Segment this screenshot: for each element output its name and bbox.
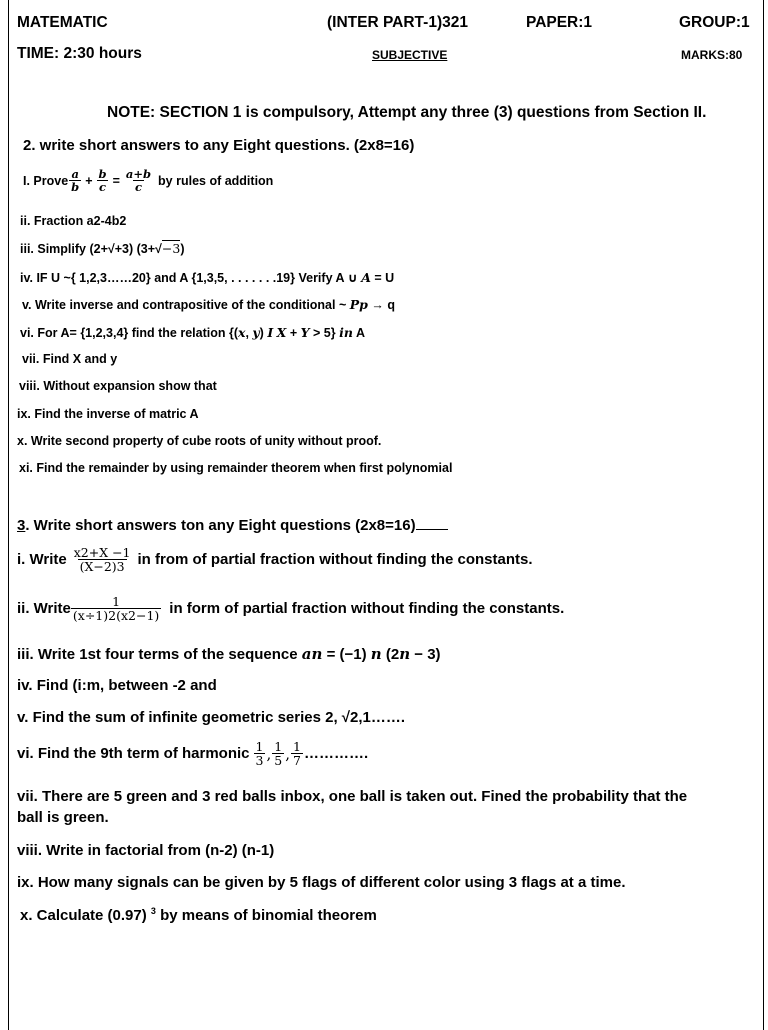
q3-item-v: v. Find the sum of infinite geometric series 2, √2,1……. (17, 709, 406, 726)
q3-item-vi: vi. Find the 9th term of harmonic $\frac{1}{3}$ , $\frac{1}{5}$ , $\frac{1}{7}$ …………. (17, 739, 369, 769)
time-label: TIME: 2:30 hours (17, 45, 142, 62)
fraction-one-third: $\frac{1}{3}$ (255, 739, 264, 769)
q2-item-iv: iv. IF U ~{ 1,2,3……20} and A {1,3,5, . . . . . . .19} Verify A ∪ A = U (20, 270, 395, 285)
answer-blank (416, 528, 448, 530)
subjective-label: SUBJECTIVE (372, 48, 448, 62)
q2-item-x: x. Write second property of cube roots of unity without proof. (17, 434, 382, 448)
q2-item-i: I. Prove $\frac{a}{b}$ + $\frac{b}{c}$ = $\frac{a+b}{c}$ by rules of addition (23, 167, 274, 195)
paper-label: PAPER:1 (526, 14, 593, 31)
q3-item-iii: iii. Write 1st four terms of the sequence an = (−1) n (2n − 3) (17, 645, 441, 663)
q3-item-viii: viii. Write in factorial from (n-2) (n-1) (17, 842, 275, 859)
q2-item-ix: ix. Find the inverse of matric A (17, 407, 199, 421)
q3-item-iv: iv. Find (i:m, between -2 and (17, 677, 217, 694)
q3-item-i: i. Write $\frac{x2+X -1}{(X-2)3}$ in from of partial fraction without finding the constants. (17, 545, 533, 575)
q3-item-vii-line1: vii. There are 5 green and 3 red balls inbox, one ball is taken out. Fined the probability that the (17, 788, 688, 805)
group-label: GROUP:1 (679, 14, 750, 31)
q2-item-vi: vi. For A= {1,2,3,4} find the relation {(x, y) I X + Y > 5} in A (20, 325, 365, 340)
fraction-partial-i: $\frac{x2+X -1}{(X-2)3}$ (73, 545, 131, 575)
fraction-a-plus-b-over-c: $\frac{a+b}{c}$ (125, 167, 152, 195)
instructions-note: NOTE: SECTION 1 is compulsory, Attempt any three (3) questions from Section II. (107, 104, 707, 121)
q3-item-vii-line2: ball is green. (17, 809, 109, 826)
fraction-partial-ii: $\frac{1}{(x\div 1)2(x2-1)}$ (72, 594, 160, 624)
q3-item-ii: ii. Write $\frac{1}{(x\div 1)2(x2-1)}$ in form of partial fraction without finding the constants. (17, 594, 565, 624)
marks-label: MARKS:80 (681, 48, 743, 62)
question-2-title: 2. write short answers to any Eight questions. (2x8=16) (23, 137, 415, 154)
fraction-b-over-c: $\frac{b}{c}$ (98, 167, 107, 195)
q2-item-xi: xi. Find the remainder by using remainder theorem when first polynomial (19, 461, 453, 475)
q3-item-ix: ix. How many signals can be given by 5 flags of different color using 3 flags at a time. (17, 874, 626, 891)
question-3-title: 3. Write short answers ton any Eight questions (2x8=16) (17, 517, 448, 534)
q3-item-x: x. Calculate (0.97) $^3$ by means of binomial theorem (20, 906, 377, 924)
q2-item-ii: ii. Fraction a2-4b2 (20, 214, 127, 228)
fraction-a-over-b: $\frac{a}{b}$ (71, 167, 80, 195)
q2-item-vii: vii. Find X and y (22, 352, 118, 366)
q2-item-viii: viii. Without expansion show that (19, 379, 217, 393)
q2-item-i-text: I. Prove (23, 173, 69, 188)
fraction-one-seventh: $\frac{1}{7}$ (293, 739, 301, 769)
class-label: (INTER PART-1)321 (327, 14, 468, 31)
subject-title: MATEMATIC (17, 14, 108, 31)
q2-item-iii: iii. Simplify (2+√+3) (3+√−3) (20, 241, 185, 256)
fraction-one-fifth: $\frac{1}{5}$ (274, 739, 283, 769)
q2-item-v: v. Write inverse and contrapositive of the conditional ~ Pp → q (22, 297, 395, 312)
